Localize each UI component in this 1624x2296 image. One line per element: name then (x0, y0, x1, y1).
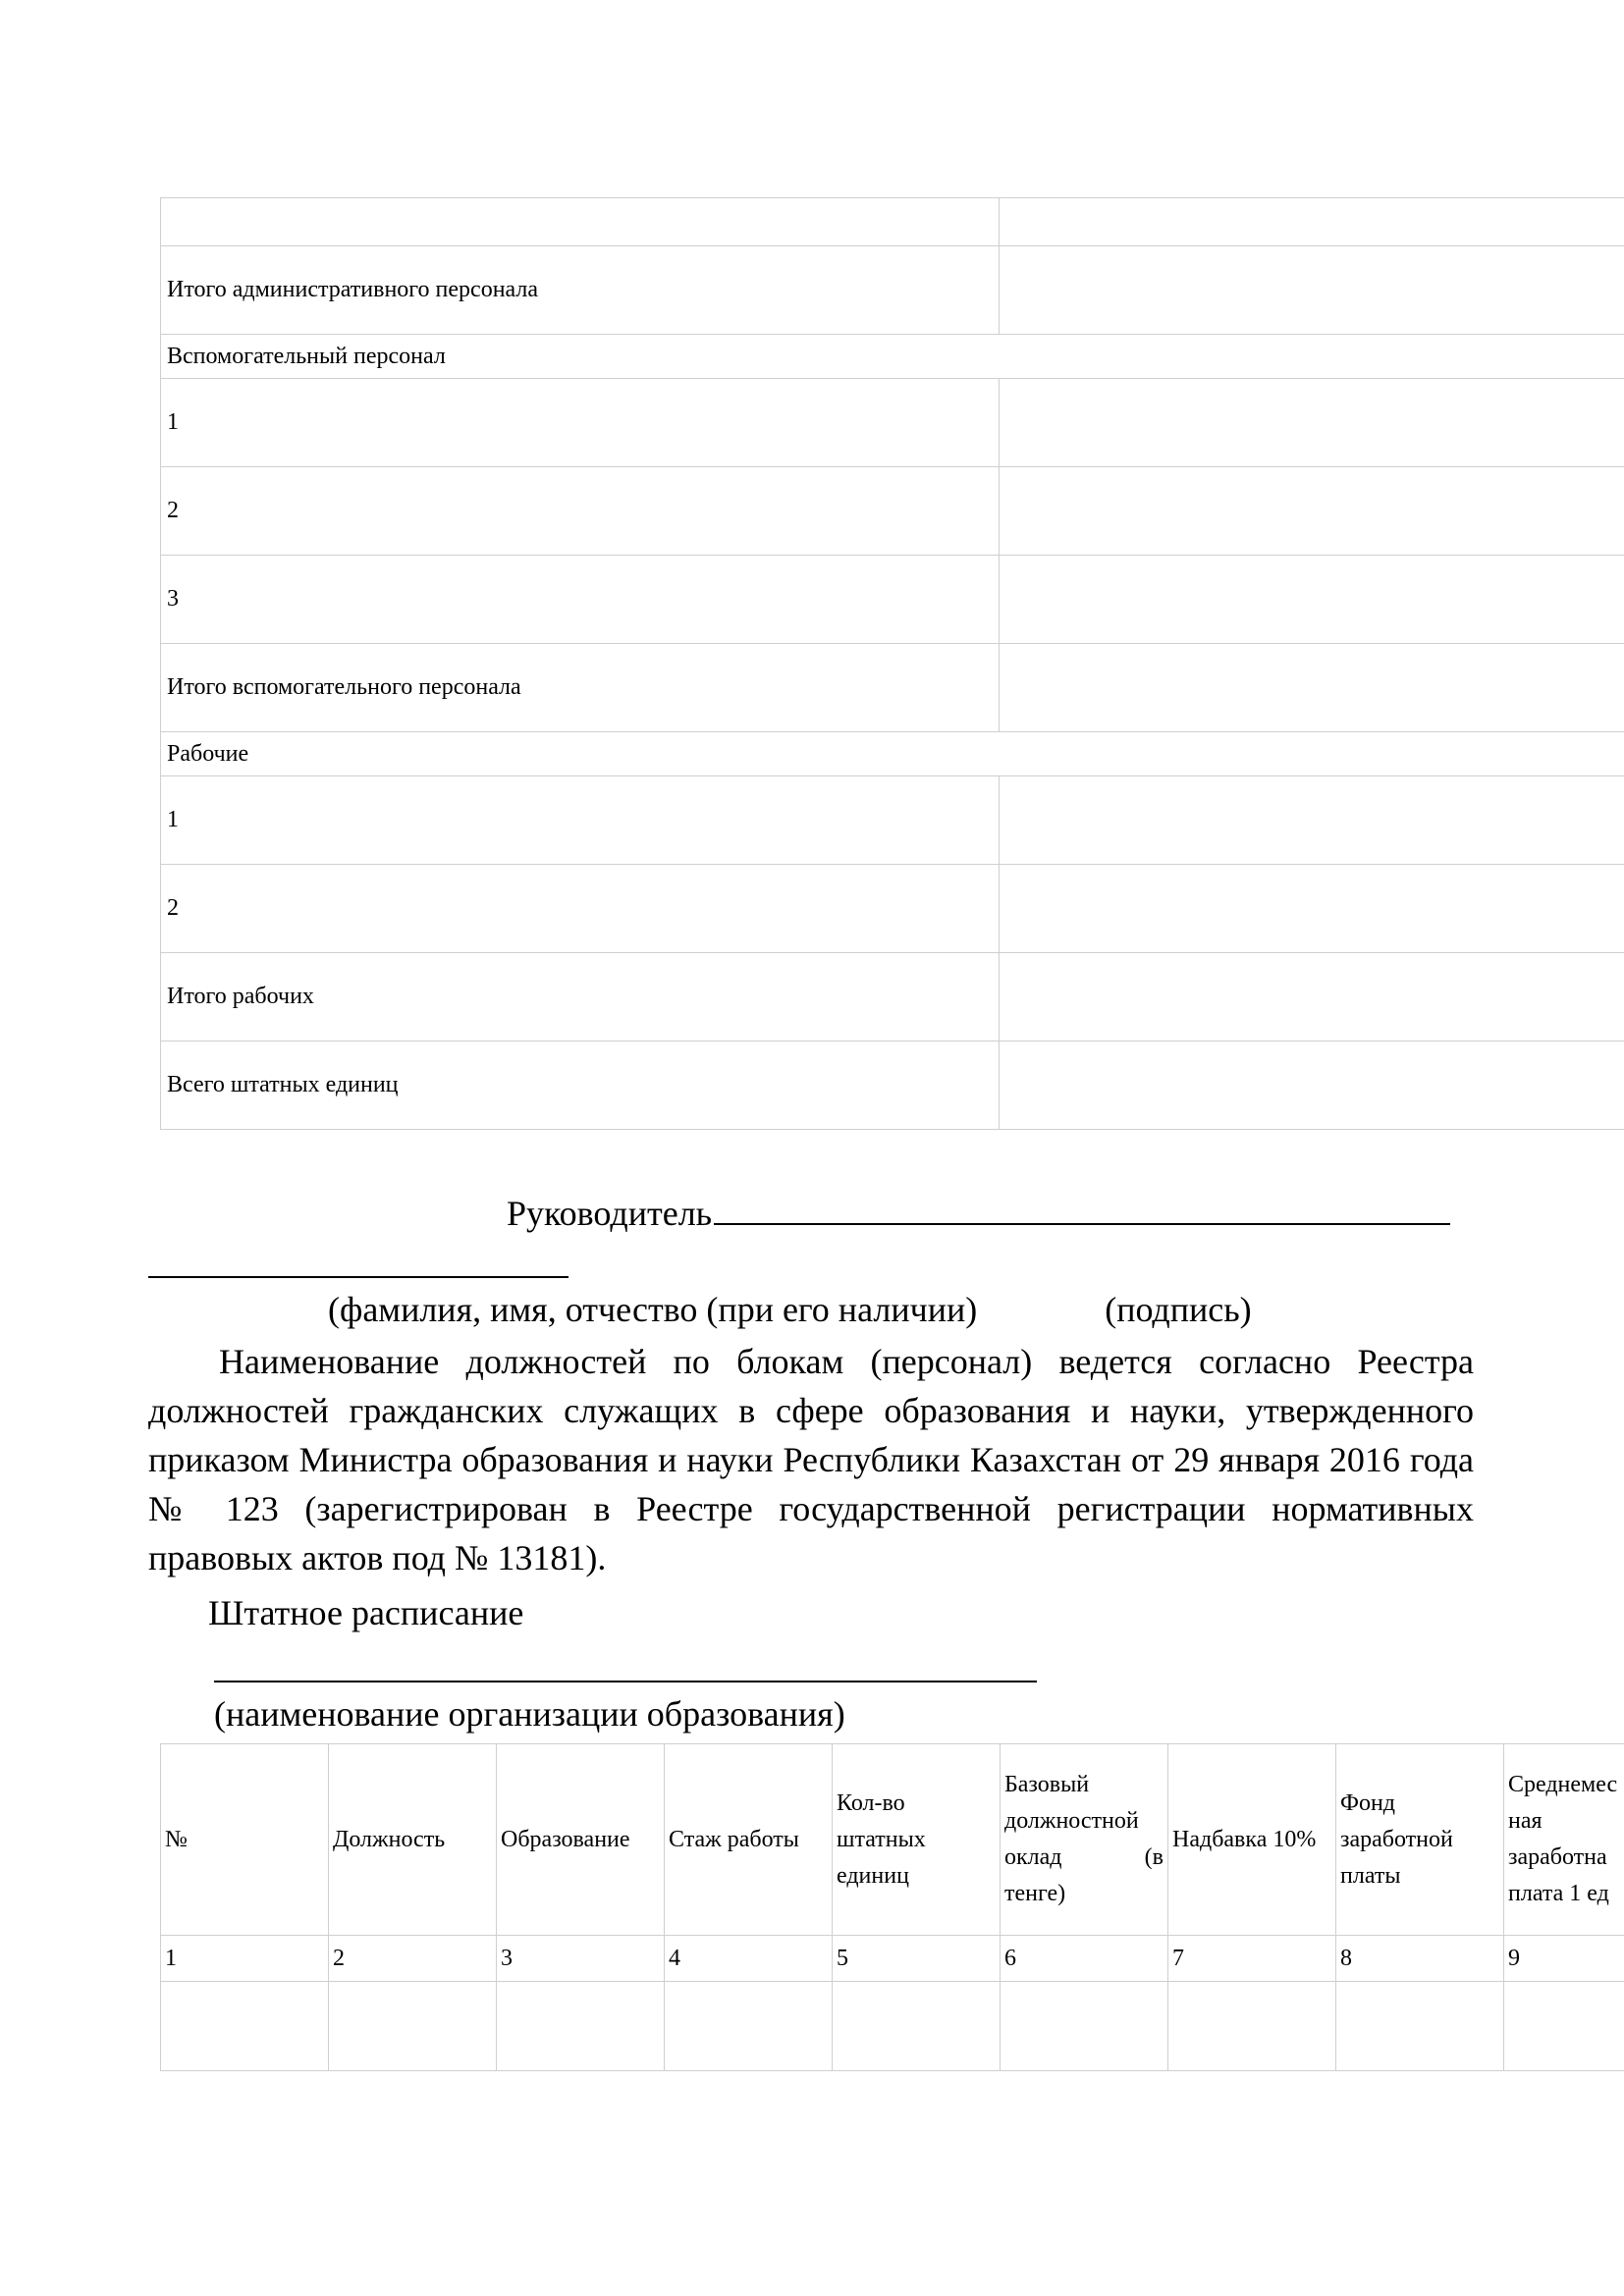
table-cell (329, 1982, 497, 2071)
table-row (161, 556, 1624, 644)
column-number: 5 (833, 1936, 1001, 1982)
table-cell (161, 198, 1000, 246)
table-row (161, 198, 1624, 246)
table-cell (161, 1982, 329, 2071)
column-number: 6 (1001, 1936, 1168, 1982)
section-label-workers: Рабочие (161, 732, 1624, 776)
column-header-education: Образование (497, 1744, 665, 1936)
column-header-bonus: Надбавка 10% (1168, 1744, 1336, 1936)
table-cell (497, 1982, 665, 2071)
table-row (161, 953, 1624, 1041)
row-label-workers-total: Итого рабочих (161, 953, 1000, 1041)
column-numbers-row (161, 1936, 1624, 1982)
table-row (161, 467, 1624, 556)
signature-rule (714, 1188, 1450, 1225)
signature-label: Руководитель (507, 1194, 713, 1233)
schedule-title: Штатное расписание (208, 1593, 524, 1632)
section-row (161, 732, 1624, 776)
signature-rule-continued (148, 1239, 568, 1278)
table-cell (1000, 467, 1624, 556)
column-number: 4 (665, 1936, 833, 1982)
table-cell (1000, 1041, 1624, 1130)
column-header-number: № (161, 1744, 329, 1936)
row-label-auxiliary-total: Итого вспомогательного персонала (161, 644, 1000, 732)
table-row (161, 644, 1624, 732)
header-line: Среднемес (1508, 1772, 1618, 1797)
column-header-base-salary: Базовый должностной оклад (в тенге) (1001, 1744, 1168, 1936)
column-header-position: Должность (329, 1744, 497, 1936)
table-cell (1000, 379, 1624, 467)
table-row (161, 1041, 1624, 1130)
column-header-avg-salary (1504, 1744, 1624, 1936)
table-cell (665, 1982, 833, 2071)
section-row (161, 335, 1624, 379)
table-cell (1336, 1982, 1504, 2071)
org-name-rule (214, 1641, 1037, 1682)
table-row (161, 379, 1624, 467)
column-header-experience: Стаж работы (665, 1744, 833, 1936)
row-label: 2 (161, 467, 1000, 556)
caption-full-name: (фамилия, имя, отчество (при его наличии) (328, 1290, 978, 1329)
header-line: плата 1 ед (1508, 1881, 1609, 1906)
row-label: 1 (161, 379, 1000, 467)
column-number: 9 (1504, 1936, 1624, 1982)
table-cell (1000, 644, 1624, 732)
table-cell (1000, 246, 1624, 335)
row-label-grand-total: Всего штатных единиц (161, 1041, 1000, 1130)
column-number: 7 (1168, 1936, 1336, 1982)
row-label-admin-total: Итого административного персонала (161, 246, 1000, 335)
header-line: ная (1508, 1808, 1543, 1834)
row-label: 1 (161, 776, 1000, 865)
table-row (161, 776, 1624, 865)
column-number: 2 (329, 1936, 497, 1982)
signature-captions (328, 1289, 1252, 1330)
signature-line (507, 1188, 1450, 1234)
table-cell (1504, 1982, 1624, 2071)
table-cell (1168, 1982, 1336, 2071)
column-header-units: Кол-во штатных единиц (833, 1744, 1001, 1936)
table-row (161, 1982, 1624, 2071)
column-header-payroll-fund: Фонд заработной платы (1336, 1744, 1504, 1936)
column-number: 8 (1336, 1936, 1504, 1982)
table-cell (1000, 776, 1624, 865)
caption-signature: (подпись) (1105, 1290, 1252, 1329)
table-row (161, 865, 1624, 953)
table-row (161, 246, 1624, 335)
table-cell (1000, 556, 1624, 644)
column-number: 3 (497, 1936, 665, 1982)
row-label: 3 (161, 556, 1000, 644)
section-label-auxiliary: Вспомогательный персонал (161, 335, 1624, 379)
org-name-caption: (наименование организации образования) (214, 1694, 845, 1734)
table-cell (1000, 865, 1624, 953)
header-line: заработна (1508, 1844, 1607, 1870)
table-cell (1000, 953, 1624, 1041)
column-number: 1 (161, 1936, 329, 1982)
table-header-row (161, 1744, 1624, 1936)
body-paragraph: Наименование должностей по блокам (персонал) ведется согласно Реестра должностей гражданских служащих в сфере образования и науки, утвержденного приказом Министра образования и науки Республики Казахстан от 29 января 2016 года № 123 (зарегистрирован в Реестре государственной регистрации нормативных правовых актов под № 13181). (148, 1342, 1474, 1577)
table-cell (1000, 198, 1624, 246)
table-cell (833, 1982, 1001, 2071)
staff-units-table (160, 197, 1624, 1130)
table-cell (1001, 1982, 1168, 2071)
row-label: 2 (161, 865, 1000, 953)
staff-schedule-table (160, 1743, 1624, 2071)
